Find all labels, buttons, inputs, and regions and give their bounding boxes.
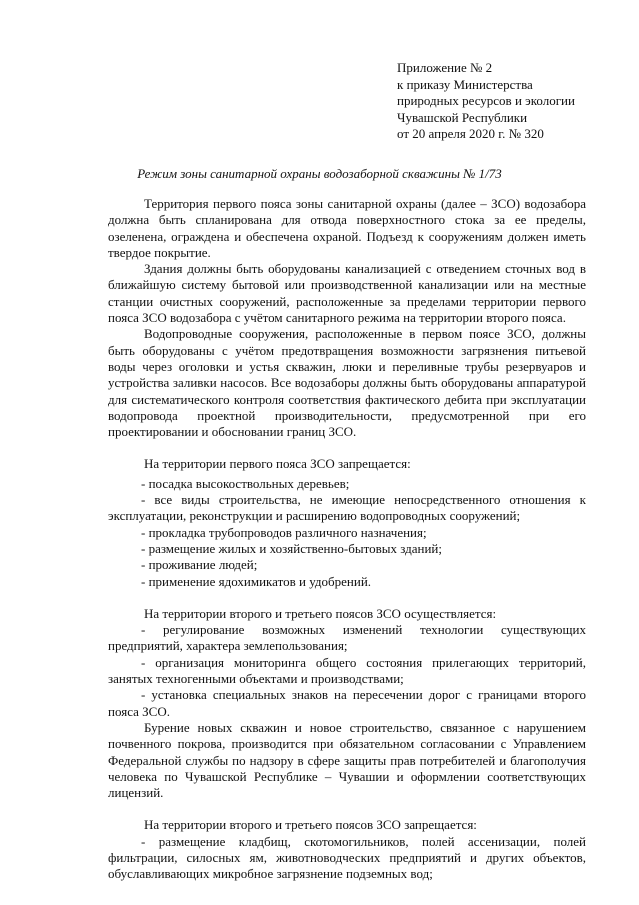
list-item: - размещение жилых и хозяйственно-бытовых зданий; bbox=[141, 540, 442, 556]
list-item: - размещение кладбищ, скотомогильников, полей ассенизации, полей фильтрации, силосных ям, животноводческих предприятий и других объектов, обуславливающих микробное загрязнение подземных вод; bbox=[108, 833, 586, 882]
paragraph: Водопроводные сооружения, расположенные в первом поясе ЗСО, должны быть оборудованы с учётом предотвращения возможности загрязнения питьевой воды через оголовки и устья скважин, люки и переливные трубы резервуаров и устройства заливки насосов. Все водозаборы должны быть оборудованы аппаратурой для систематического контроля соответствия фактического дебита при эксплуатации водопровода проектной производительности, предусмотренной при его проектировании и обосновании границ ЗСО. bbox=[108, 326, 586, 440]
appendix-header-line: от 20 апреля 2020 г. № 320 bbox=[397, 126, 544, 141]
paragraph: Территория первого пояса зоны санитарной охраны (далее – ЗСО) водозабора должна быть спланирована для отвода поверхностного стока за ее пределы, озеленена, ограждена и обеспечена охраной. Подъезд к сооружениям должен иметь твердое покрытие. bbox=[108, 196, 586, 260]
document-body bbox=[108, 196, 586, 883]
spacer bbox=[108, 801, 586, 817]
list-item: - посадка высокоствольных деревьев; bbox=[141, 475, 350, 491]
list-item: - организация мониторинга общего состояния прилегающих территорий, занятых техногенными объектами и производствами; bbox=[108, 654, 586, 687]
section-heading: На территории второго и третьего поясов ЗСО запрещается: bbox=[144, 817, 477, 833]
paragraph: Бурение новых скважин и новое строительство, связанное с нарушением почвенного покрова, производится при обязательном согласовании с Управлением Федеральной службы по надзору в сфере защиты прав потребителей и благополучия человека по Чувашской Республике – Чувашии и оформлении соответствующих лицензий. bbox=[108, 719, 586, 801]
paragraph: Здания должны быть оборудованы канализацией с отведением сточных вод в ближайшую систему бытовой или производственной канализации или на местные станции очистных сооружений, расположенные за пределами территории первого пояса ЗСО водозабора с учётом санитарного режима на территории второго пояса. bbox=[108, 261, 586, 326]
spacer bbox=[108, 590, 586, 606]
list-item: - применение ядохимикатов и удобрений. bbox=[141, 573, 372, 589]
appendix-header bbox=[397, 60, 627, 143]
appendix-header-line: Чувашской Республики bbox=[397, 109, 528, 125]
list-item: - проживание людей; bbox=[141, 557, 258, 573]
list-item: - регулирование возможных изменений технологии существующих предприятий, характера землепользования; bbox=[108, 622, 586, 654]
appendix-header-line: к приказу Министерства bbox=[397, 76, 533, 92]
spacer bbox=[108, 440, 586, 456]
list-item: - все виды строительства, не имеющие непосредственного отношения к эксплуатации, реконструкции и расширению водопроводных сооружений; bbox=[108, 492, 586, 524]
section-heading: На территории второго и третьего поясов ЗСО осуществляется: bbox=[144, 605, 497, 621]
document-title: Режим зоны санитарной охраны водозаборной скважины № 1/73 bbox=[137, 166, 502, 181]
appendix-header-line: Приложение № 2 bbox=[397, 60, 493, 75]
section-heading: На территории первого пояса ЗСО запрещается: bbox=[144, 456, 411, 472]
appendix-header-line: природных ресурсов и экологии bbox=[397, 93, 575, 108]
list-item: - прокладка трубопроводов различного назначения; bbox=[141, 524, 427, 540]
list-item: - установка специальных знаков на пересечении дорог с границами второго пояса ЗСО. bbox=[108, 687, 586, 719]
